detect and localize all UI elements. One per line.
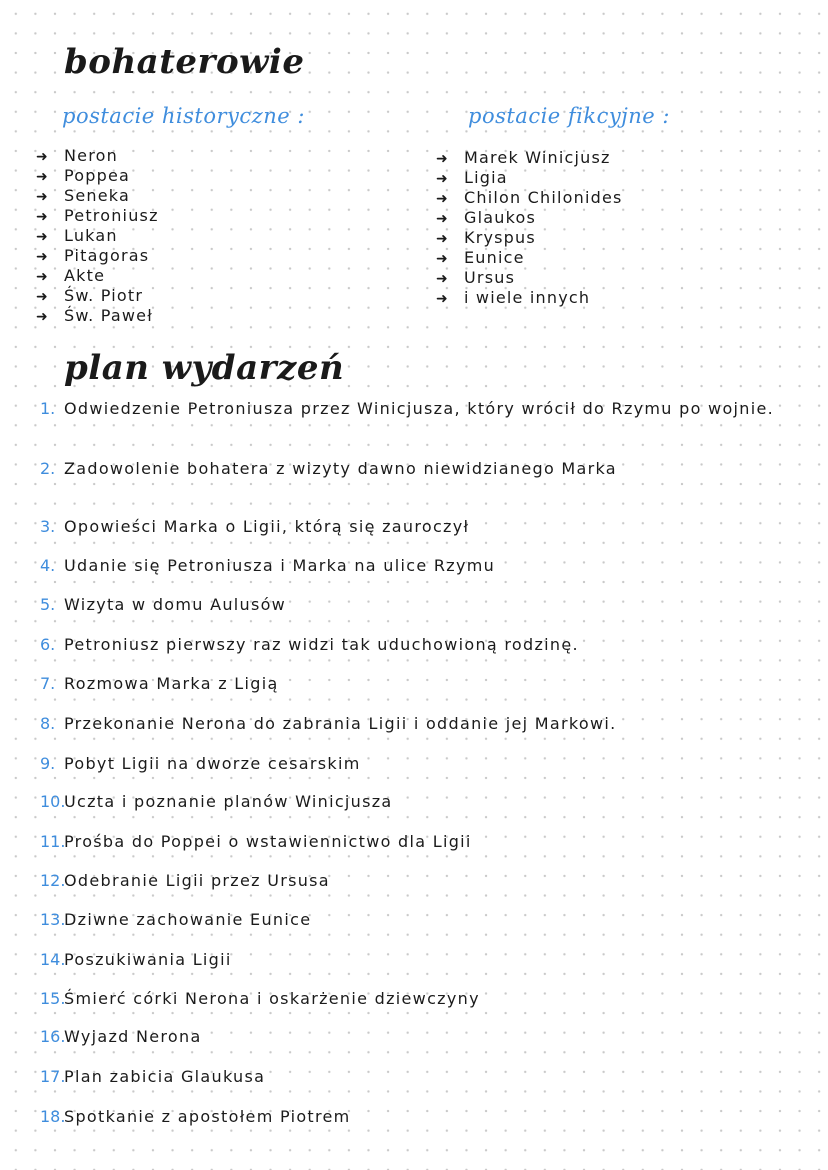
historical-character-name: Neron [64, 146, 118, 165]
event-item [40, 594, 804, 615]
fictional-character-item [436, 228, 623, 248]
arrow-icon: ➜ [436, 151, 449, 167]
event-number: 8. [40, 714, 56, 733]
event-number: 2. [40, 459, 56, 478]
fictional-characters-list [436, 148, 623, 308]
event-text: Petroniusz pierwszy raz widzi tak uduchowioną rodzinę. [64, 635, 579, 654]
event-item [40, 909, 804, 930]
event-text: Prośba do Poppei o wstawiennictwo dla Ligii [64, 832, 472, 851]
arrow-icon: ➜ [36, 289, 49, 305]
fictional-character-item [436, 208, 623, 228]
event-number: 13. [40, 910, 66, 929]
historical-character-item [36, 166, 159, 186]
event-number: 9. [40, 754, 56, 773]
event-item [40, 398, 804, 419]
arrow-icon: ➜ [436, 251, 449, 267]
event-number: 4. [40, 556, 56, 575]
event-item [40, 1066, 804, 1087]
historical-characters-list [36, 146, 159, 326]
event-text: Plan zabicia Glaukusa [64, 1067, 266, 1086]
fictional-character-item [436, 288, 623, 308]
event-text: Odebranie Ligii przez Ursusa [64, 871, 330, 890]
arrow-icon: ➜ [436, 271, 449, 287]
fictional-character-name: Marek Winicjusz [464, 148, 611, 167]
historical-character-name: Seneka [64, 186, 130, 205]
event-number: 6. [40, 635, 56, 654]
event-text: Udanie się Petroniusza i Marka na ulice Rzymu [64, 556, 496, 575]
historical-character-item [36, 286, 159, 306]
historical-character-name: Św. Paweł [64, 306, 153, 325]
fictional-character-item [436, 248, 623, 268]
arrow-icon: ➜ [36, 249, 49, 265]
arrow-icon: ➜ [436, 211, 449, 227]
arrow-icon: ➜ [36, 229, 49, 245]
fictional-character-item [436, 268, 623, 288]
event-text: Dziwne zachowanie Eunice [64, 910, 312, 929]
historical-character-item [36, 246, 159, 266]
arrow-icon: ➜ [36, 209, 49, 225]
fictional-character-name: Ursus [464, 268, 516, 287]
historical-character-name: Poppea [64, 166, 131, 185]
historical-character-item [36, 206, 159, 226]
fictional-character-name: Kryspus [464, 228, 536, 247]
event-number: 18. [40, 1107, 66, 1126]
arrow-icon: ➜ [436, 291, 449, 307]
event-item [40, 1106, 804, 1127]
event-text: Zadowolenie bohatera z wizyty dawno niewidzianego Marka [64, 459, 617, 478]
event-text: Opowieści Marka o Ligii, którą się zauroczył [64, 517, 470, 536]
fictional-character-item [436, 188, 623, 208]
event-text: Śmierć córki Nerona i oskarżenie dziewczyny [64, 989, 480, 1008]
historical-character-name: Akte [64, 266, 106, 285]
historical-character-name: Św. Piotr [64, 286, 144, 305]
arrow-icon: ➜ [36, 169, 49, 185]
fictional-character-name: Glaukos [464, 208, 537, 227]
event-number: 15. [40, 989, 66, 1008]
historical-character-item [36, 186, 159, 206]
historical-characters-subheading: postacie historyczne : [62, 104, 305, 128]
event-item [40, 870, 804, 891]
event-number: 12. [40, 871, 66, 890]
event-item [40, 753, 804, 774]
historical-character-name: Pitagoras [64, 246, 150, 265]
event-text: Odwiedzenie Petroniusza przez Winicjusza, który wrócił do Rzymu po wojnie. [64, 399, 774, 418]
event-item [40, 988, 804, 1009]
event-number: 7. [40, 674, 56, 693]
event-text: Spotkanie z apostołem Piotrem [64, 1107, 351, 1126]
historical-character-name: Petroniusz [64, 206, 159, 225]
event-item [40, 791, 804, 812]
event-number: 11. [40, 832, 66, 851]
arrow-icon: ➜ [36, 149, 49, 165]
plan-heading: plan wydarzeń [64, 348, 345, 388]
event-number: 17. [40, 1067, 66, 1086]
event-number: 5. [40, 595, 56, 614]
event-number: 16. [40, 1027, 66, 1046]
event-item [40, 949, 804, 970]
event-text: Poszukiwania Ligii [64, 950, 232, 969]
historical-character-item [36, 226, 159, 246]
fictional-character-name: i wiele innych [464, 288, 591, 307]
fictional-character-name: Chilon Chilonides [464, 188, 623, 207]
fictional-character-item [436, 168, 623, 188]
event-item [40, 673, 804, 694]
fictional-character-item [436, 148, 623, 168]
characters-heading: bohaterowie [64, 42, 305, 82]
event-item [40, 516, 804, 537]
event-number: 3. [40, 517, 56, 536]
historical-character-item [36, 306, 159, 326]
fictional-characters-subheading: postacie fikcyjne : [468, 104, 670, 128]
historical-character-item [36, 266, 159, 286]
arrow-icon: ➜ [436, 231, 449, 247]
arrow-icon: ➜ [436, 171, 449, 187]
event-text: Pobyt Ligii na dworze cesarskim [64, 754, 361, 773]
fictional-character-name: Eunice [464, 248, 525, 267]
event-item [40, 713, 804, 734]
historical-character-name: Lukan [64, 226, 118, 245]
event-number: 1. [40, 399, 56, 418]
fictional-character-name: Ligia [464, 168, 508, 187]
event-text: Rozmowa Marka z Ligią [64, 674, 279, 693]
arrow-icon: ➜ [36, 269, 49, 285]
event-text: Wizyta w domu Aulusów [64, 595, 287, 614]
event-text: Przekonanie Nerona do zabrania Ligii i oddanie jej Markowi. [64, 714, 617, 733]
event-number: 10. [40, 792, 66, 811]
arrow-icon: ➜ [36, 189, 49, 205]
event-number: 14. [40, 950, 66, 969]
arrow-icon: ➜ [36, 309, 49, 325]
historical-character-item [36, 146, 159, 166]
event-item [40, 831, 804, 852]
event-text: Uczta i poznanie planów Winicjusza [64, 792, 393, 811]
event-item [40, 458, 804, 479]
event-text: Wyjazd Nerona [64, 1027, 202, 1046]
event-item [40, 555, 804, 576]
event-item [40, 634, 804, 655]
arrow-icon: ➜ [436, 191, 449, 207]
event-item [40, 1026, 804, 1047]
